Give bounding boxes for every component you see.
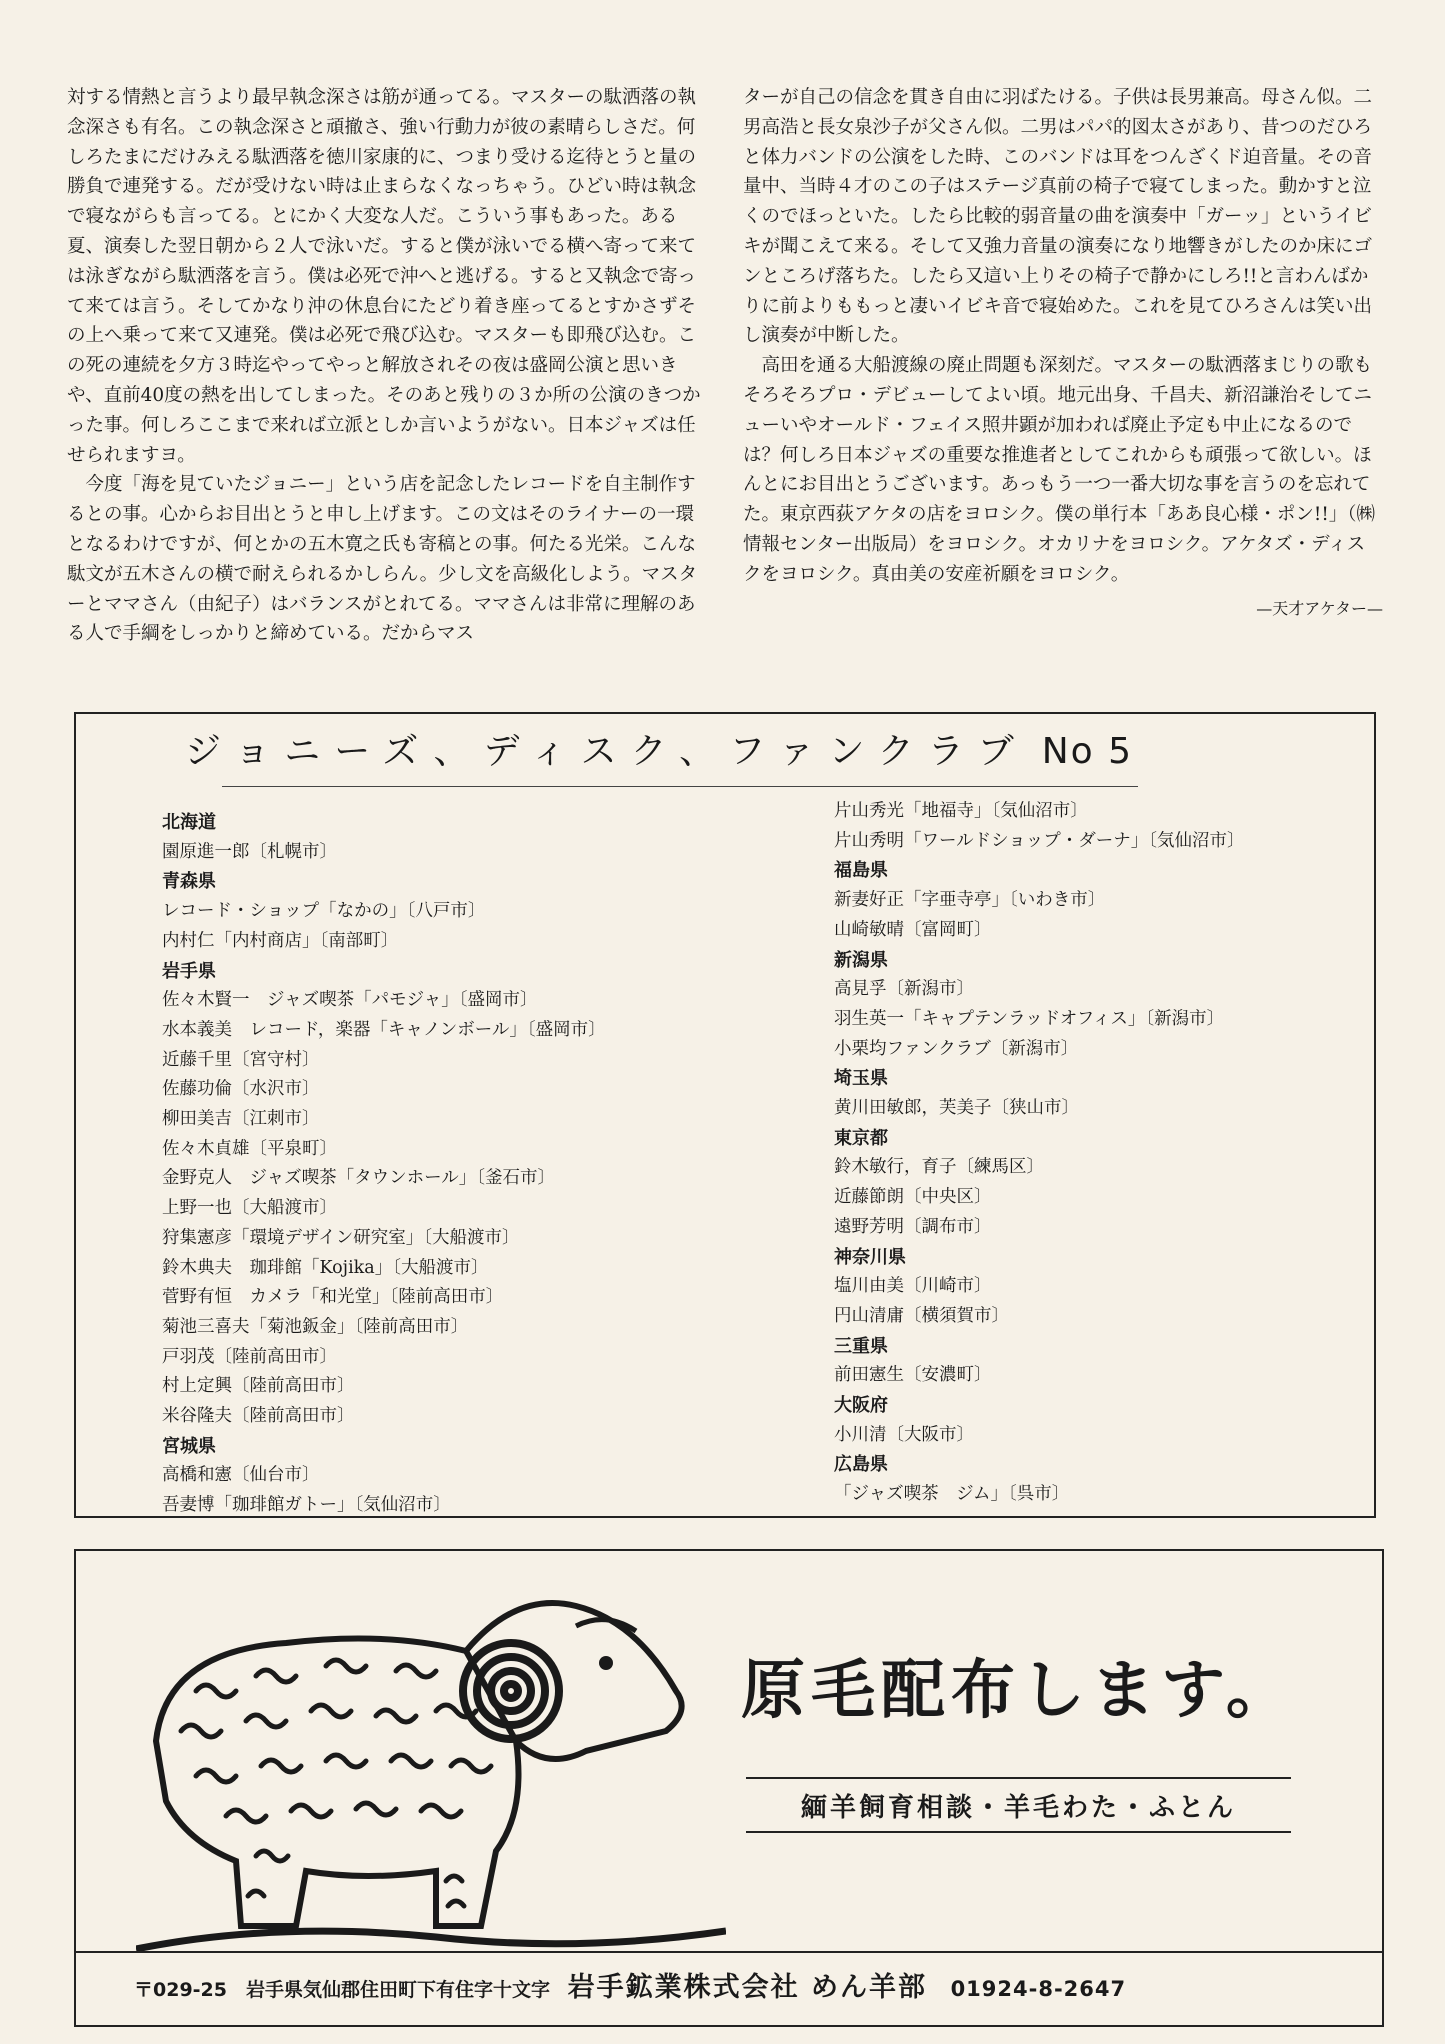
member-entry: 佐々木貞雄〔平泉町〕 <box>162 1138 337 1159</box>
member-entry: 菅野有恒 カメラ「和光堂」〔陸前高田市〕 <box>162 1287 504 1308</box>
member-entry: 小川清〔大阪市〕 <box>834 1424 974 1445</box>
member-entry: 吾妻博「珈琲館ガトー」〔気仙沼市〕 <box>162 1495 451 1516</box>
fanclub-list-left <box>162 808 782 1521</box>
member-entry: 片山秀光「地福寺」〔気仙沼市〕 <box>834 801 1088 821</box>
member-entry: 柳田美吉〔江刺市〕 <box>162 1109 320 1130</box>
member-entry: 山崎敏晴〔富岡町〕 <box>834 919 992 940</box>
fanclub-title-text: ジョニーズ、ディスク、ファンクラブ <box>184 731 1028 772</box>
prefecture-heading: 三重県 <box>834 1335 888 1357</box>
prefecture-heading: 北海道 <box>162 812 216 833</box>
member-entry: 黄川田敏郎，芙美子〔狭山市〕 <box>834 1098 1079 1119</box>
ad-box <box>74 1549 1384 2027</box>
member-entry: 金野克人 ジャズ喫茶「タウンホール」〔釜石市〕 <box>162 1168 556 1189</box>
member-entry: 内村仁「内村商店」〔南部町〕 <box>162 930 399 951</box>
member-entry: 鈴木典夫 珈琲館「Kojika」〔大船渡市〕 <box>162 1257 489 1278</box>
prefecture-heading: 神奈川県 <box>834 1246 906 1268</box>
article-paragraph: 高田を通る大船渡線の廃止問題も深刻だ。マスターの駄洒落まじりの歌もそろそろプロ・デビューしてよい頃。地元出身、千昌夫、新沼謙治そしてニューいやオールド・フェイス照井顕が加われば廃止予定も中止になるのでは？何しろ日本ジャズの重要な推進者としてこれからも頑張って欲しい。ほんとにお目出とうございます。あっもう一つ一番大切な事を言うのを忘れてた。東京西荻アケタの店をヨロシク。僕の単行本「ああ良心様・ポン!!」（㈱情報センター出版局）をヨロシク。オカリナをヨロシク。アケタズ・ディスクをヨロシク。真由美の安産祈願をヨロシク。 <box>743 355 1376 585</box>
member-entry: 近藤千里〔宮守村〕 <box>162 1049 320 1070</box>
member-entry: 鈴木敏行，育子〔練馬区〕 <box>834 1157 1044 1178</box>
member-entry: 高見孚〔新潟市〕 <box>834 979 974 1000</box>
fanclub-number: No 5 <box>1041 731 1134 772</box>
member-entry: レコード・ショップ「なかの」〔八戸市〕 <box>162 901 486 922</box>
member-entry: 狩集憲彦「環境デザイン研究室」〔大船渡市〕 <box>162 1227 520 1248</box>
fanclub-list-right <box>834 797 1354 1510</box>
member-entry: 村上定興〔陸前高田市〕 <box>162 1376 355 1397</box>
article-signature: —天才アケター— <box>1256 598 1383 618</box>
member-entry: 佐藤功倫〔水沢市〕 <box>162 1079 320 1100</box>
ad-rule <box>746 1777 1291 1779</box>
member-entry: 上野一也〔大船渡市〕 <box>162 1198 337 1219</box>
fanclub-title-rule <box>222 786 1138 787</box>
member-entry: 戸羽茂〔陸前高田市〕 <box>162 1346 337 1367</box>
member-entry: 菊池三喜夫「菊池鈑金」〔陸前高田市〕 <box>162 1316 469 1337</box>
article-paragraph: ターが自己の信念を貫き自由に羽ばたける。子供は長男兼高。母さん似。二男高浩と長女泉沙子が父さん似。二男はパパ的図太さがあり、昔つのだひろと体力バンドの公演をした時、このバンドは耳をつんざくド迫音量。その音量中、当時４才のこの子はステージ真前の椅子で寝てしまった。動かすと泣くのでほっといた。したら比較的弱音量の曲を演奏中「ガーッ」というイビキが聞こえて来る。そして又強力音量の演奏になり地響きがしたのか床にゴンところげ落ちた。したら又這い上りその椅子で静かにしろ!!と言わんばかりに前よりももっと凄いイビキ音で寝始めた。これを見てひろさんは笑い出し演奏が中断した。 <box>743 87 1373 347</box>
member-entry: 円山清庸〔横須賀市〕 <box>834 1305 1009 1326</box>
prefecture-heading: 大阪府 <box>834 1395 888 1417</box>
prefecture-heading: 宮城県 <box>162 1435 216 1457</box>
prefecture-heading: 青森県 <box>162 871 216 893</box>
member-entry: 「ジャズ喫茶 ジム」〔呉市〕 <box>834 1484 1070 1505</box>
ad-footer-rule <box>76 1951 1382 1953</box>
ad-address: 〒029-25 岩手県気仙郡住田町下有住字十文字 <box>134 1979 550 2001</box>
ad-company: 岩手鉱業株式会社 めん羊部 <box>567 1972 927 2003</box>
prefecture-heading: 新潟県 <box>834 949 888 971</box>
member-entry: 遠野芳明〔調布市〕 <box>834 1216 992 1237</box>
member-entry: 園原進一郎〔札幌市〕 <box>162 841 337 862</box>
member-entry: 新妻好正「字亜寺亭」〔いわき市〕 <box>834 890 1106 911</box>
member-entry: 水本義美 レコード，楽器「キャノンボール」〔盛岡市〕 <box>162 1019 606 1040</box>
prefecture-heading: 広島県 <box>834 1454 888 1476</box>
prefecture-heading: 福島県 <box>834 860 888 882</box>
prefecture-heading: 岩手県 <box>162 960 216 982</box>
member-entry: 前田憲生〔安濃町〕 <box>834 1365 992 1386</box>
member-entry: 佐々木賢一 ジャズ喫茶「パモジャ」〔盛岡市〕 <box>162 990 538 1011</box>
member-entry: 近藤節朗〔中央区〕 <box>834 1187 992 1208</box>
member-entry: 片山秀明「ワールドショップ・ダーナ」〔気仙沼市〕 <box>834 830 1245 851</box>
member-entry: 塩川由美〔川崎市〕 <box>834 1276 992 1297</box>
member-entry: 高橋和憲〔仙台市〕 <box>162 1465 320 1486</box>
member-entry: 米谷隆夫〔陸前高田市〕 <box>162 1406 355 1427</box>
prefecture-heading: 東京都 <box>834 1127 888 1149</box>
member-entry: 羽生英一「キャプテンラッドオフィス」〔新潟市〕 <box>834 1008 1225 1029</box>
ad-subline: 緬羊飼育相談・羊毛わた・ふとん <box>800 1793 1236 1823</box>
article-paragraph: 今度「海を見ていたジョニー」という店を記念したレコードを自主制作するとの事。心からお目出とうと申し上げます。この文はそのライナーの一環となるわけですが、何とかの五木寛之氏も寄稿との事。何たる光栄。こんな駄文が五木さんの横で耐えられるかしらん。少し文を高級化しよう。マスターとママさん（由紀子）はバランスがとれてる。ママさんは非常に理解のある人で手綱をしっかりと締めている。だからマス <box>67 474 698 645</box>
article-right-column <box>743 83 1383 623</box>
fanclub-title <box>184 728 1134 776</box>
prefecture-heading: 埼玉県 <box>834 1068 888 1090</box>
article-left-column <box>67 83 705 649</box>
article-paragraph: 対する情熱と言うより最早執念深さは筋が通ってる。マスターの駄洒落の執念深さも有名。この執念深さと頑撤さ、強い行動力が彼の素晴らしさだ。何しろたまにだけみえる駄洒落を徳川家康的に、つまり受ける迄待とうと量の勝負で連発する。だが受けない時は止まらなくなっちゃう。ひどい時は執念で寝ながらも言ってる。とにかく大変な人だ。こういう事もあった。ある夏、演奏した翌日朝から２人で泳いだ。すると僕が泳いでる横へ寄って来ては泳ぎながら駄洒落を言う。僕は必死で沖へと逃げる。すると又執念で寄って来ては言う。そしてかなり沖の休息台にたどり着き座ってるとすかさずその上へ乗って来て又連発。僕は必死で飛び込む。マスターも即飛び込む。この死の連続を夕方３時迄やってやっと解放されその夜は盛岡公演と思いきや、直前40度の熱を出してしまった。そのあと残りの３か所の公演のきつかった事。何しろここまで来れば立派としか言いようがない。日本ジャズは任せられますヨ。 <box>67 87 701 466</box>
member-entry: 小栗均ファンクラブ〔新潟市〕 <box>834 1038 1079 1059</box>
ram-illustration-icon <box>136 1581 726 1951</box>
ad-footer <box>134 1965 1334 2004</box>
ad-headline: 原毛配布します。 <box>741 1653 1296 1728</box>
ad-rule <box>746 1831 1291 1833</box>
ad-telephone: 01924-8-2647 <box>950 1977 1127 2001</box>
